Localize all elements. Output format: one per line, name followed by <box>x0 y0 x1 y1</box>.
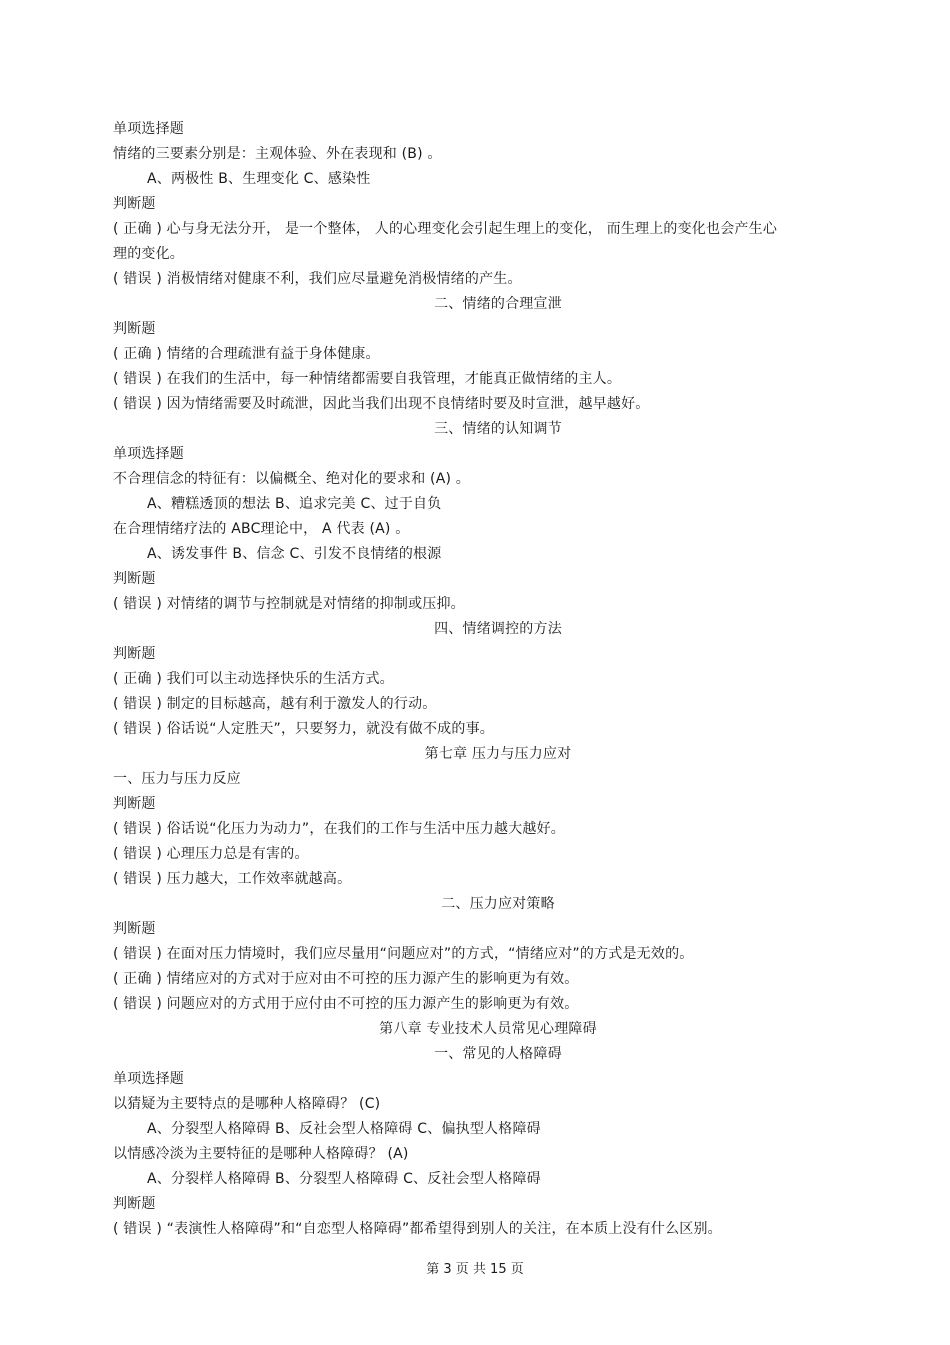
statement-line: ( 错误 ) “表演性人格障碍”和“自恋型人格障碍”都希望得到别人的关注，在本质上没有什么区别。 <box>113 1221 722 1237</box>
section-type-heading: 判断题 <box>113 921 156 937</box>
statement-line: ( 正确 ) 情绪应对的方式对于应对由不可控的压力源产生的影响更为有效。 <box>113 971 579 987</box>
section-heading: 一、常见的人格障碍 <box>434 1046 562 1062</box>
section-type-heading: 单项选择题 <box>113 446 184 462</box>
statement-line: ( 错误 ) 压力越大，工作效率就越高。 <box>113 871 352 887</box>
answer-options: A、糟糕透顶的想法 B、追求完美 C、过于自负 <box>147 496 442 512</box>
chapter-heading: 第八章 专业技术人员常见心理障碍 <box>379 1021 597 1037</box>
section-type-heading: 判断题 <box>113 196 156 212</box>
section-type-heading: 判断题 <box>113 646 156 662</box>
statement-line: ( 错误 ) 心理压力总是有害的。 <box>113 846 309 862</box>
statement-line: ( 正确 ) 心与身无法分开， 是一个整体， 人的心理变化会引起生理上的变化， 而生理上的变化也会产生心 <box>113 221 778 237</box>
answer-options: A、两极性 B、生理变化 C、感染性 <box>147 171 371 187</box>
section-heading: 四、情绪调控的方法 <box>434 621 562 637</box>
statement-line: ( 错误 ) 在面对压力情境时，我们应尽量用“问题应对”的方式，“情绪应对”的方式是无效的。 <box>113 946 694 962</box>
chapter-heading: 第七章 压力与压力应对 <box>424 746 572 762</box>
statement-line: ( 正确 ) 情绪的合理疏泄有益于身体健康。 <box>113 346 380 362</box>
section-type-heading: 判断题 <box>113 321 156 337</box>
question-text: 不合理信念的特征有：以偏概全、绝对化的要求和 (A) 。 <box>113 471 470 487</box>
page-footer: 第 3 页 共 15 页 <box>426 1262 524 1277</box>
question-text: 在合理情绪疗法的 ABC理论中， A 代表 (A) 。 <box>113 521 410 537</box>
answer-options: A、分裂型人格障碍 B、反社会型人格障碍 C、偏执型人格障碍 <box>147 1121 541 1137</box>
answer-options: A、分裂样人格障碍 B、分裂型人格障碍 C、反社会型人格障碍 <box>147 1171 541 1187</box>
question-text: 情绪的三要素分别是：主观体验、外在表现和 (B) 。 <box>113 146 442 162</box>
section-heading: 二、压力应对策略 <box>441 896 555 912</box>
section-heading: 一、压力与压力反应 <box>113 771 241 787</box>
section-type-heading: 判断题 <box>113 1196 156 1212</box>
statement-line: ( 错误 ) 制定的目标越高，越有利于激发人的行动。 <box>113 696 437 712</box>
statement-line: ( 错误 ) 对情绪的调节与控制就是对情绪的抑制或压抑。 <box>113 596 465 612</box>
statement-continuation: 理的变化。 <box>113 246 184 262</box>
statement-line: ( 错误 ) 在我们的生活中，每一种情绪都需要自我管理，才能真正做情绪的主人。 <box>113 371 622 387</box>
section-heading: 三、情绪的认知调节 <box>434 421 562 437</box>
section-type-heading: 单项选择题 <box>113 1071 184 1087</box>
statement-line: ( 错误 ) 问题应对的方式用于应付由不可控的压力源产生的影响更为有效。 <box>113 996 579 1012</box>
statement-line: ( 错误 ) 俗话说“人定胜天”，只要努力，就没有做不成的事。 <box>113 721 494 737</box>
statement-line: ( 错误 ) 消极情绪对健康不利，我们应尽量避免消极情绪的产生。 <box>113 271 522 287</box>
section-type-heading: 判断题 <box>113 796 156 812</box>
question-text: 以猜疑为主要特点的是哪种人格障碍？ (C) <box>113 1096 381 1112</box>
section-heading: 二、情绪的合理宣泄 <box>434 296 562 312</box>
statement-line: ( 正确 ) 我们可以主动选择快乐的生活方式。 <box>113 671 394 687</box>
statement-line: ( 错误 ) 因为情绪需要及时疏泄，因此当我们出现不良情绪时要及时宣泄，越早越好。 <box>113 396 650 412</box>
question-text: 以情感冷淡为主要特征的是哪种人格障碍？ (A) <box>113 1146 409 1162</box>
answer-options: A、诱发事件 B、信念 C、引发不良情绪的根源 <box>147 546 442 562</box>
section-type-heading: 单项选择题 <box>113 121 184 137</box>
statement-line: ( 错误 ) 俗话说“化压力为动力”，在我们的工作与生活中压力越大越好。 <box>113 821 565 837</box>
section-type-heading: 判断题 <box>113 571 156 587</box>
